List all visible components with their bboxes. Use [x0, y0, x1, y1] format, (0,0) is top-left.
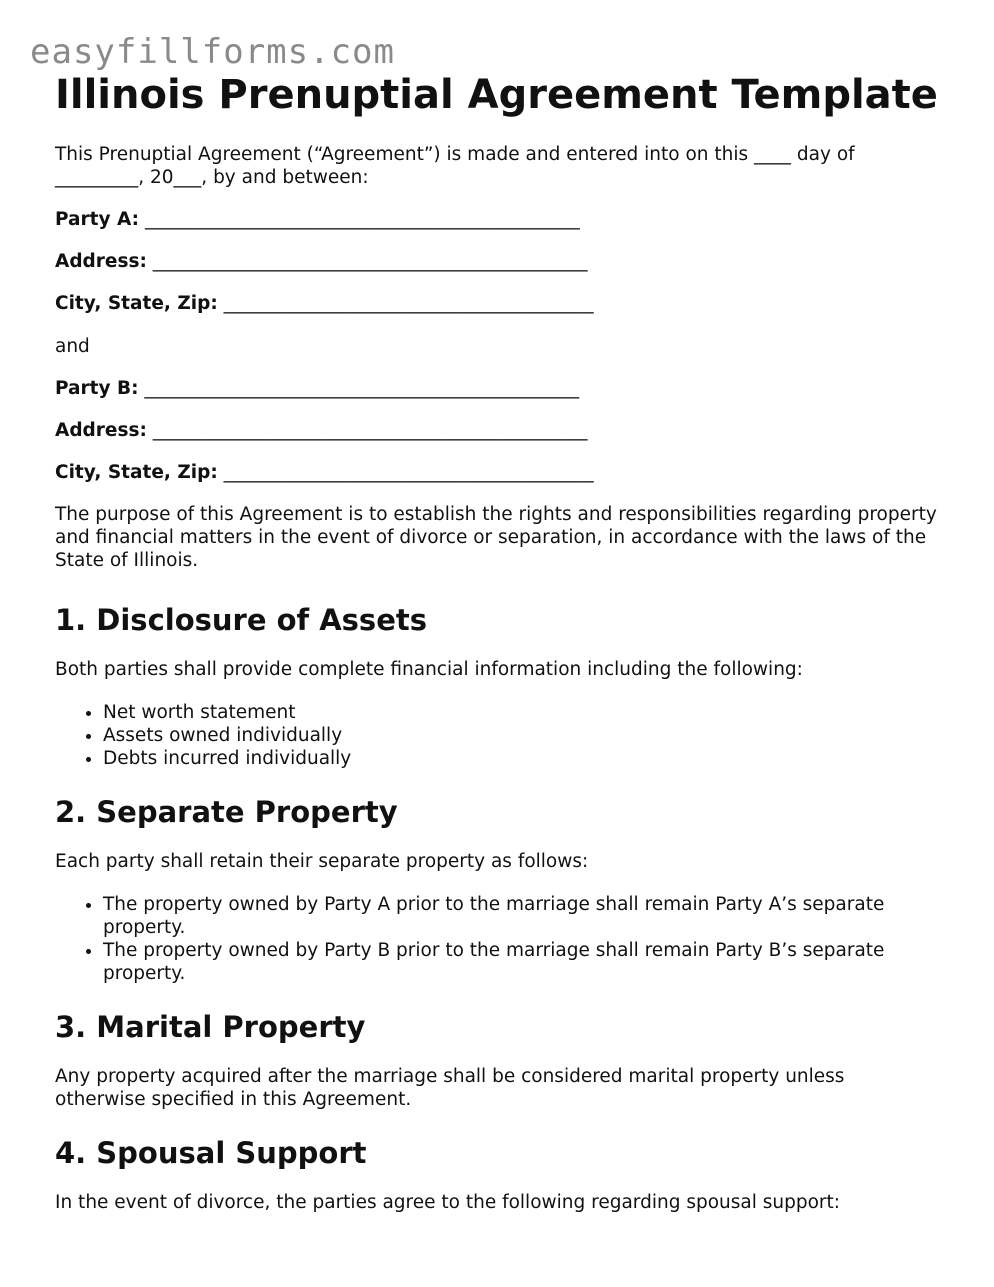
page-title: Illinois Prenuptial Agreement Template: [55, 72, 938, 118]
section-heading-spousal-support: 4. Spousal Support: [55, 1136, 367, 1170]
section-text-disclosure: Both parties shall provide complete financial information including the following:: [55, 659, 803, 680]
party-b-name-label: Party B:: [55, 378, 139, 399]
section-text-spousal-support: In the event of divorce, the parties agree to the following regarding spousal support:: [55, 1192, 840, 1213]
party-a-city-line[interactable]: ________________________________________: [223, 293, 594, 314]
list-item: • Assets owned individually: [103, 724, 940, 747]
party-a-name-line[interactable]: _______________________________________________: [144, 209, 580, 230]
list-item: • Debts incurred individually: [103, 747, 940, 770]
party-a-address-label: Address:: [55, 251, 147, 272]
separate-property-list: [55, 893, 940, 985]
section-heading-disclosure: 1. Disclosure of Assets: [55, 603, 427, 637]
intro-paragraph: This Prenuptial Agreement (“Agreement”) is made and entered into on this ____ day of _________, 20___, by and between:: [55, 144, 855, 188]
party-a-address-line[interactable]: _______________________________________________: [152, 251, 588, 272]
section-heading-marital-property: 3. Marital Property: [55, 1010, 366, 1044]
section-heading-separate-property: 2. Separate Property: [55, 795, 398, 829]
party-b-address-label: Address:: [55, 420, 147, 441]
list-item: • Net worth statement: [103, 701, 940, 724]
party-b-address-field[interactable]: [55, 419, 940, 442]
party-a-name-field[interactable]: [55, 208, 940, 231]
party-b-city-label: City, State, Zip:: [55, 462, 218, 483]
list-item: • The property owned by Party A prior to the marriage shall remain Party A’s separate property.: [103, 893, 940, 939]
section-text-separate-property: Each party shall retain their separate property as follows:: [55, 851, 589, 872]
purpose-paragraph: The purpose of this Agreement is to establish the rights and responsibilities regarding property and financial matters in the event of divorce or separation, in accordance with the laws of the State of Illinois.: [55, 504, 937, 571]
party-a-city-label: City, State, Zip:: [55, 293, 218, 314]
party-b-city-field[interactable]: [55, 461, 940, 484]
disclosure-list: [55, 701, 940, 770]
party-a-city-field[interactable]: [55, 292, 940, 315]
document-content: [55, 70, 940, 1214]
list-item: • The property owned by Party B prior to the marriage shall remain Party B’s separate property.: [103, 939, 940, 985]
party-a-address-field[interactable]: [55, 250, 940, 273]
party-b-name-field[interactable]: [55, 377, 940, 400]
party-a-name-label: Party A:: [55, 209, 140, 230]
party-b-name-line[interactable]: _______________________________________________: [144, 378, 580, 399]
party-b-city-line[interactable]: ________________________________________: [223, 462, 594, 483]
party-b-address-line[interactable]: _______________________________________________: [152, 420, 588, 441]
watermark: easyfillforms.com: [30, 32, 395, 72]
and-text: and: [55, 336, 90, 357]
section-text-marital-property: Any property acquired after the marriage shall be considered marital property unless otherwise specified in this Agreement.: [55, 1066, 845, 1110]
